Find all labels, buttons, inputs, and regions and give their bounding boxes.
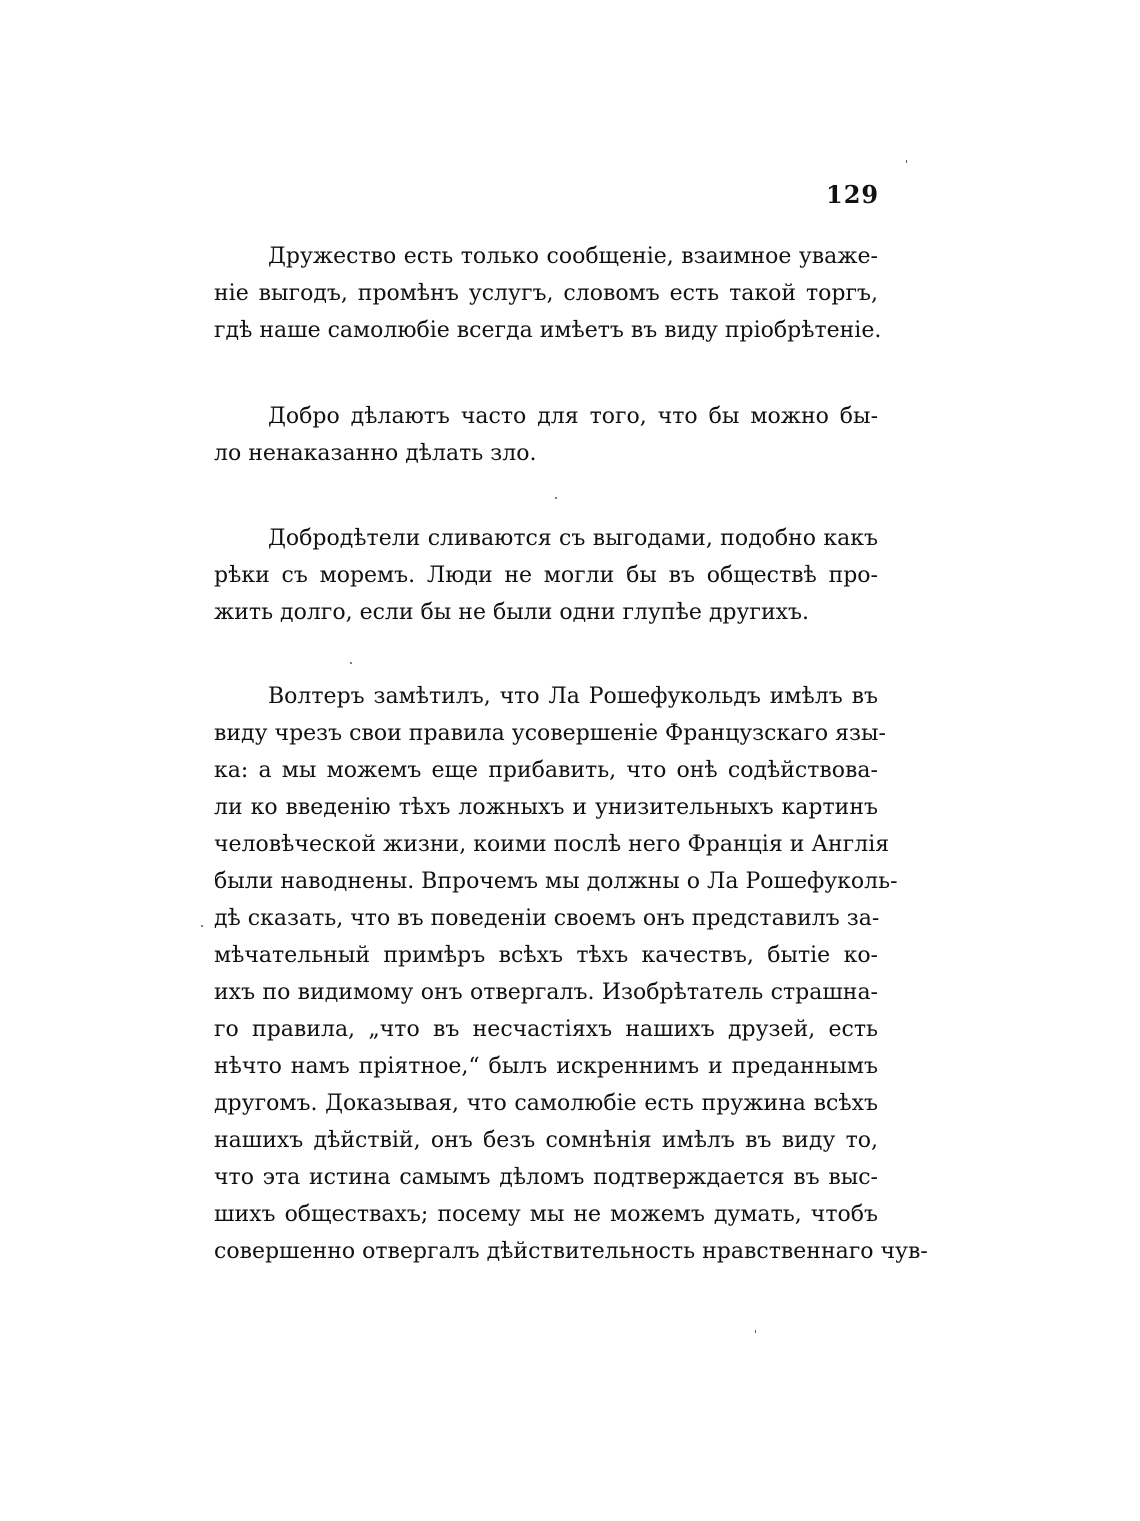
text-line: Добро дѣлаютъ часто для того, что бы можно бы- <box>268 404 878 429</box>
text-line: шихъ обществахъ; посему мы не можемъ думать, чтобъ <box>214 1202 878 1227</box>
scan-speck <box>350 662 352 664</box>
text-line: ихъ по видимому онъ отвергалъ. Изобрѣтатель страшна- <box>214 980 878 1005</box>
paragraph-virtues <box>214 520 878 631</box>
text-line: ка: а мы можемъ еще прибавить, что онѣ содѣйствова- <box>214 758 878 783</box>
scan-speck <box>906 160 907 163</box>
text-line: совершенно отвергалъ дѣйствительность нравственнаго чув- <box>214 1239 928 1264</box>
text-line: ли ко введенію тѣхъ ложныхъ и унизительныхъ картинъ <box>214 795 878 820</box>
page-number: 129 <box>826 180 880 209</box>
text-line: что эта истина самымъ дѣломъ подтверждается въ выс- <box>214 1165 878 1190</box>
scan-speck <box>555 497 557 499</box>
text-line: Добродѣтели сливаются съ выгодами, подобно какъ <box>268 526 878 551</box>
text-line: жить долго, если бы не были одни глупѣе другихъ. <box>214 600 810 625</box>
text-line: нашихъ дѣйствій, онъ безъ сомнѣнія имѣлъ въ виду то, <box>214 1128 878 1153</box>
text-line: го правила, „что въ несчастіяхъ нашихъ друзей, есть <box>214 1017 878 1042</box>
text-line: нѣчто намъ пріятное,“ былъ искреннимъ и преданнымъ <box>214 1054 878 1079</box>
text-line: гдѣ наше самолюбіе всегда имѣетъ въ виду пріобрѣтеніе. <box>214 318 882 343</box>
text-line: ніе выгодъ, промѣнъ услугъ, словомъ есть такой торгъ, <box>214 281 878 306</box>
text-line: дѣ сказать, что въ поведеніи своемъ онъ представилъ за- <box>214 906 880 931</box>
scan-speck <box>201 925 203 927</box>
text-line: мѣчательный примѣръ всѣхъ тѣхъ качествъ, бытіе ко- <box>214 943 878 968</box>
text-line: ло ненаказанно дѣлать зло. <box>214 441 537 466</box>
text-line: были наводнены. Впрочемъ мы должны о Ла Рошефуколь- <box>214 869 898 894</box>
text-line: Волтеръ замѣтилъ, что Ла Рошефукольдъ имѣлъ въ <box>268 684 878 709</box>
text-line: Дружество есть только сообщеніе, взаимное уваже- <box>268 244 878 269</box>
text-line: рѣки съ моремъ. Люди не могли бы въ обществѣ про- <box>214 563 878 588</box>
scan-speck <box>755 1330 756 1333</box>
text-line: виду чрезъ свои правила усовершеніе Французскаго язы- <box>214 721 886 746</box>
paragraph-friendship <box>214 238 882 349</box>
text-line: другомъ. Доказывая, что самолюбіе есть пружина всѣхъ <box>214 1091 878 1116</box>
paragraph-good-deeds <box>214 398 878 472</box>
text-line: человѣческой жизни, коими послѣ него Франція и Англія <box>214 832 890 857</box>
paragraph-voltaire <box>214 678 928 1270</box>
